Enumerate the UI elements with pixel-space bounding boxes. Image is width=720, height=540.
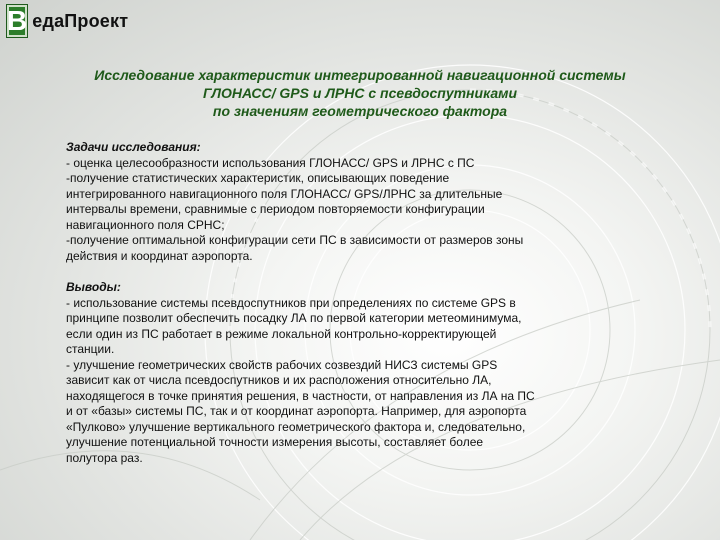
text-line: интервалы времени, сравнимые с периодом повторяемости конфигурации — [66, 202, 485, 216]
slide-body — [66, 140, 626, 466]
conclusions-heading: Выводы: — [66, 280, 121, 294]
title-line: Исследование характеристик интегрированной навигационной системы — [94, 67, 626, 83]
text-line: действия и координат аэропорта. — [66, 248, 253, 263]
text-line: станции. — [66, 342, 115, 356]
text-line: - улучшение геометрических свойств рабочих созвездий НИСЗ системы GPS — [66, 357, 498, 372]
text-line: зависит как от числа псевдоспутников и их расположения относительно ЛА, — [66, 373, 492, 387]
logo-text: едаПроект — [32, 10, 129, 31]
tasks-text — [66, 156, 626, 265]
logo-mark: В — [7, 5, 28, 36]
text-line: принципе позволит обеспечить посадку ЛА по первой категории метеоминимума, — [66, 311, 522, 325]
text-line: «Пулково» улучшение вертикального геометрического фактора и, следовательно, — [66, 419, 526, 434]
text-line: полутора раз. — [66, 450, 143, 465]
text-line: если один из ПС работает в режиме локальной контрольно-корректирующей — [66, 326, 497, 341]
text-line: и от «базы» системы ПС, так и от координат аэропорта. Например, для аэропорта — [66, 404, 527, 418]
tasks-heading: Задачи исследования: — [66, 140, 201, 154]
text-line: -получение статистических характеристик, описывающих поведение — [66, 171, 450, 185]
text-line: - оценка целесообразности использования ГЛОНАСС/ GPS и ЛРНС с ПС — [66, 155, 475, 170]
text-line: навигационного поля СРНС; — [66, 217, 225, 232]
text-line: - использование системы псевдоспутников при определениях по системе GPS в — [66, 295, 516, 310]
text-line: находящегося в точке принятия решения, в частности, от направления из ЛА на ПС — [66, 388, 535, 403]
text-line: -получение оптимальной конфигурации сети ПС в зависимости от размеров зоны — [66, 233, 524, 247]
slide-title — [60, 66, 660, 120]
title-line: ГЛОНАСС/ GPS и ЛРНС с псевдоспутниками — [202, 85, 518, 101]
logo — [6, 4, 129, 38]
title-line: по значениям геометрического фактора — [212, 103, 508, 119]
conclusions-text — [66, 296, 626, 467]
text-line: интегрированного навигационного поля ГЛОНАСС/ GPS/ЛРНС за длительные — [66, 186, 503, 201]
text-line: улучшение потенциальной точности измерения высоты, составляет более — [66, 435, 484, 449]
